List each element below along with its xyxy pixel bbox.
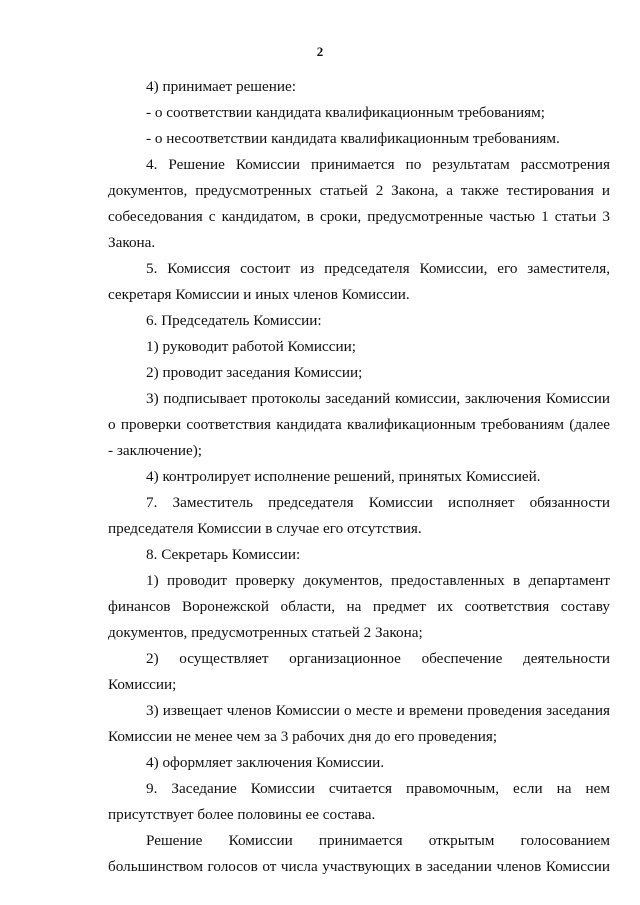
paragraph-decision-voting: Решение Комиссии принимается открытым голосованием большинством голосов от числа участвующих в заседании членов Комиссии <box>108 832 610 875</box>
paragraph-item-7: 7. Заместитель председателя Комиссии исполняет обязанности председателя Комиссии в случае его отсутствия. <box>108 494 610 537</box>
paragraph-compliance: - о соответствии кандидата квалификационным требованиям; <box>146 104 545 121</box>
paragraph-chair-1: 1) руководит работой Комиссии; <box>146 338 356 355</box>
paragraph-item-4: 4. Решение Комиссии принимается по результатам рассмотрения документов, предусмотренных статьей 2 Закона, а также тестирования и собеседования с кандидатом, в сроки, предусмотренные частью 1 статьи 3 Закона. <box>108 156 610 251</box>
paragraph-4-decision: 4) принимает решение: <box>146 78 296 95</box>
document-body <box>108 74 610 880</box>
paragraph-item-5: 5. Комиссия состоит из председателя Комиссии, его заместителя, секретаря Комиссии и иных членов Комиссии. <box>108 260 610 303</box>
paragraph-noncompliance: - о несоответствии кандидата квалификационным требованиям. <box>146 130 560 147</box>
paragraph-secretary-4: 4) оформляет заключения Комиссии. <box>146 754 385 771</box>
paragraph-item-6: 6. Председатель Комиссии: <box>146 312 322 329</box>
paragraph-chair-3: 3) подписывает протоколы заседаний комиссии, заключения Комиссии о проверки соответствия кандидата квалификационным требованиям (далее - заключение); <box>108 390 610 459</box>
paragraph-chair-4: 4) контролирует исполнение решений, принятых Комиссией. <box>146 468 541 485</box>
paragraph-item-9: 9. Заседание Комиссии считается правомочным, если на нем присутствует более половины ее состава. <box>108 780 610 823</box>
paragraph-secretary-3: 3) извещает членов Комиссии о месте и времени проведения заседания Комиссии не менее чем за 3 рабочих дня до его проведения; <box>108 702 610 745</box>
paragraph-secretary-2: 2) осуществляет организационное обеспечение деятельности Комиссии; <box>108 650 610 693</box>
page-number: 2 <box>316 44 324 59</box>
paragraph-item-8: 8. Секретарь Комиссии: <box>146 546 301 563</box>
paragraph-secretary-1: 1) проводит проверку документов, предоставленных в департамент финансов Воронежской области, на предмет их соответствия составу документов, предусмотренных статьей 2 Закона; <box>108 572 610 641</box>
paragraph-chair-2: 2) проводит заседания Комиссии; <box>146 364 363 381</box>
